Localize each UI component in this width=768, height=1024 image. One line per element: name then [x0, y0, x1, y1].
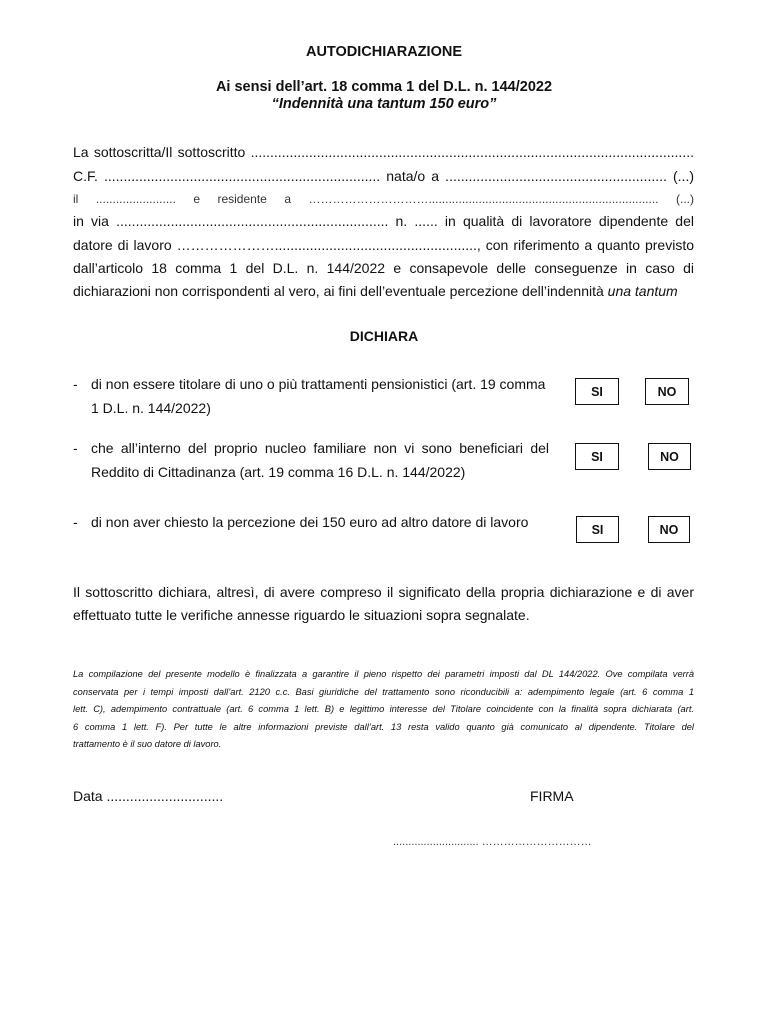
no-checkbox-1[interactable]: NO — [645, 378, 689, 405]
form-line-declarations-italic: una tantum — [607, 283, 678, 299]
document-title: AUTODICHIARAZIONE — [305, 44, 462, 60]
document-subtitle-italic: “Indennità una tantum 150 euro” — [271, 96, 497, 112]
declaration-item-1 — [73, 372, 549, 420]
date-field[interactable]: Data .............................. — [73, 788, 224, 804]
declare-heading: DICHIARA — [349, 328, 419, 344]
document-subtitle: Ai sensi dell’art. 18 comma 1 del D.L. n. 144/2022 — [215, 79, 553, 95]
form-line-declarations-text: dichiarazioni non corrispondenti al vero, ai fini dell’eventuale percezione dell’indennità — [73, 283, 608, 299]
form-line-address: in via ...................................................................... n. ...... in qualità di lavoratore dipendente del — [73, 213, 694, 229]
privacy-note-line: lett. C), adempimento contrattuale (art. 6 comma 1 lett. B) e legittimo interesse del Titolare coincidente con la finalità sopra dichiarata (art. — [73, 704, 694, 714]
form-line-birthdate: il ........................ e residente a …………………………..................................................................... (...) — [73, 192, 694, 206]
privacy-note-line: La compilazione del presente modello è finalizzata a garantire il pieno rispetto dei parametri imposti dal DL 144/2022. Ove compilata verrà — [73, 669, 694, 679]
privacy-note — [73, 666, 694, 754]
yes-checkbox-2[interactable]: SI — [575, 443, 619, 470]
no-checkbox-2[interactable]: NO — [648, 443, 691, 470]
declaration-dash: - — [73, 514, 78, 530]
closing-statement-line-2: effettuato tutte le verifiche annesse riguardo le situazioni sopra segnalate. — [73, 607, 530, 623]
declaration-item-2 — [73, 436, 549, 484]
signature-label: FIRMA — [530, 788, 574, 804]
signature-line[interactable]: ............................ ………………………… — [393, 836, 592, 848]
form-line-declarations — [73, 283, 694, 299]
privacy-note-line: 6 comma 1 lett. F). Per tutte le altre informazioni previste dall’art. 13 resta valido quanto già comunicato al dipendente. Titolare del — [73, 721, 694, 732]
declaration-text: di non essere titolare di uno o più trattamenti pensionistici (art. 19 comma 1 D.L. n. 144/2022) — [91, 376, 546, 416]
form-line-name: La sottoscritta/Il sottoscritto .................................................................................................................. — [73, 144, 694, 160]
yes-checkbox-1[interactable]: SI — [575, 378, 619, 405]
closing-statement-line-1: Il sottoscritto dichiara, altresì, di avere compreso il significato della propria dichiarazione e di aver — [73, 584, 694, 600]
declaration-dash: - — [73, 376, 78, 392]
yes-checkbox-3[interactable]: SI — [576, 516, 619, 543]
no-checkbox-3[interactable]: NO — [648, 516, 690, 543]
declaration-text: che all’interno del proprio nucleo familiare non vi sono beneficiari del Reddito di Cittadinanza (art. 19 comma 16 D.L. n. 144/2022) — [91, 440, 549, 480]
form-line-article: dall’articolo 18 comma 1 del D.L. n. 144/2022 e consapevole delle conseguenze in caso di — [73, 260, 694, 276]
declaration-dash: - — [73, 440, 78, 456]
privacy-note-line: conservata per i tempi imposti dall’art. 2120 c.c. Basi giuridiche del trattamento sono riconducibili a: adempimento legale (art. 6 comma 1 — [73, 686, 694, 697]
form-line-cf: C.F. ....................................................................... nata/o a ......................................................... (...) — [73, 168, 694, 184]
declaration-item-3 — [73, 510, 549, 534]
privacy-note-line: trattamento è il suo datore di lavoro. — [73, 739, 222, 749]
declaration-text: di non aver chiesto la percezione dei 150 euro ad altro datore di lavoro — [91, 514, 529, 530]
form-line-employer: datore di lavoro …………………...................................................., con riferimento a quanto previsto — [73, 237, 694, 253]
